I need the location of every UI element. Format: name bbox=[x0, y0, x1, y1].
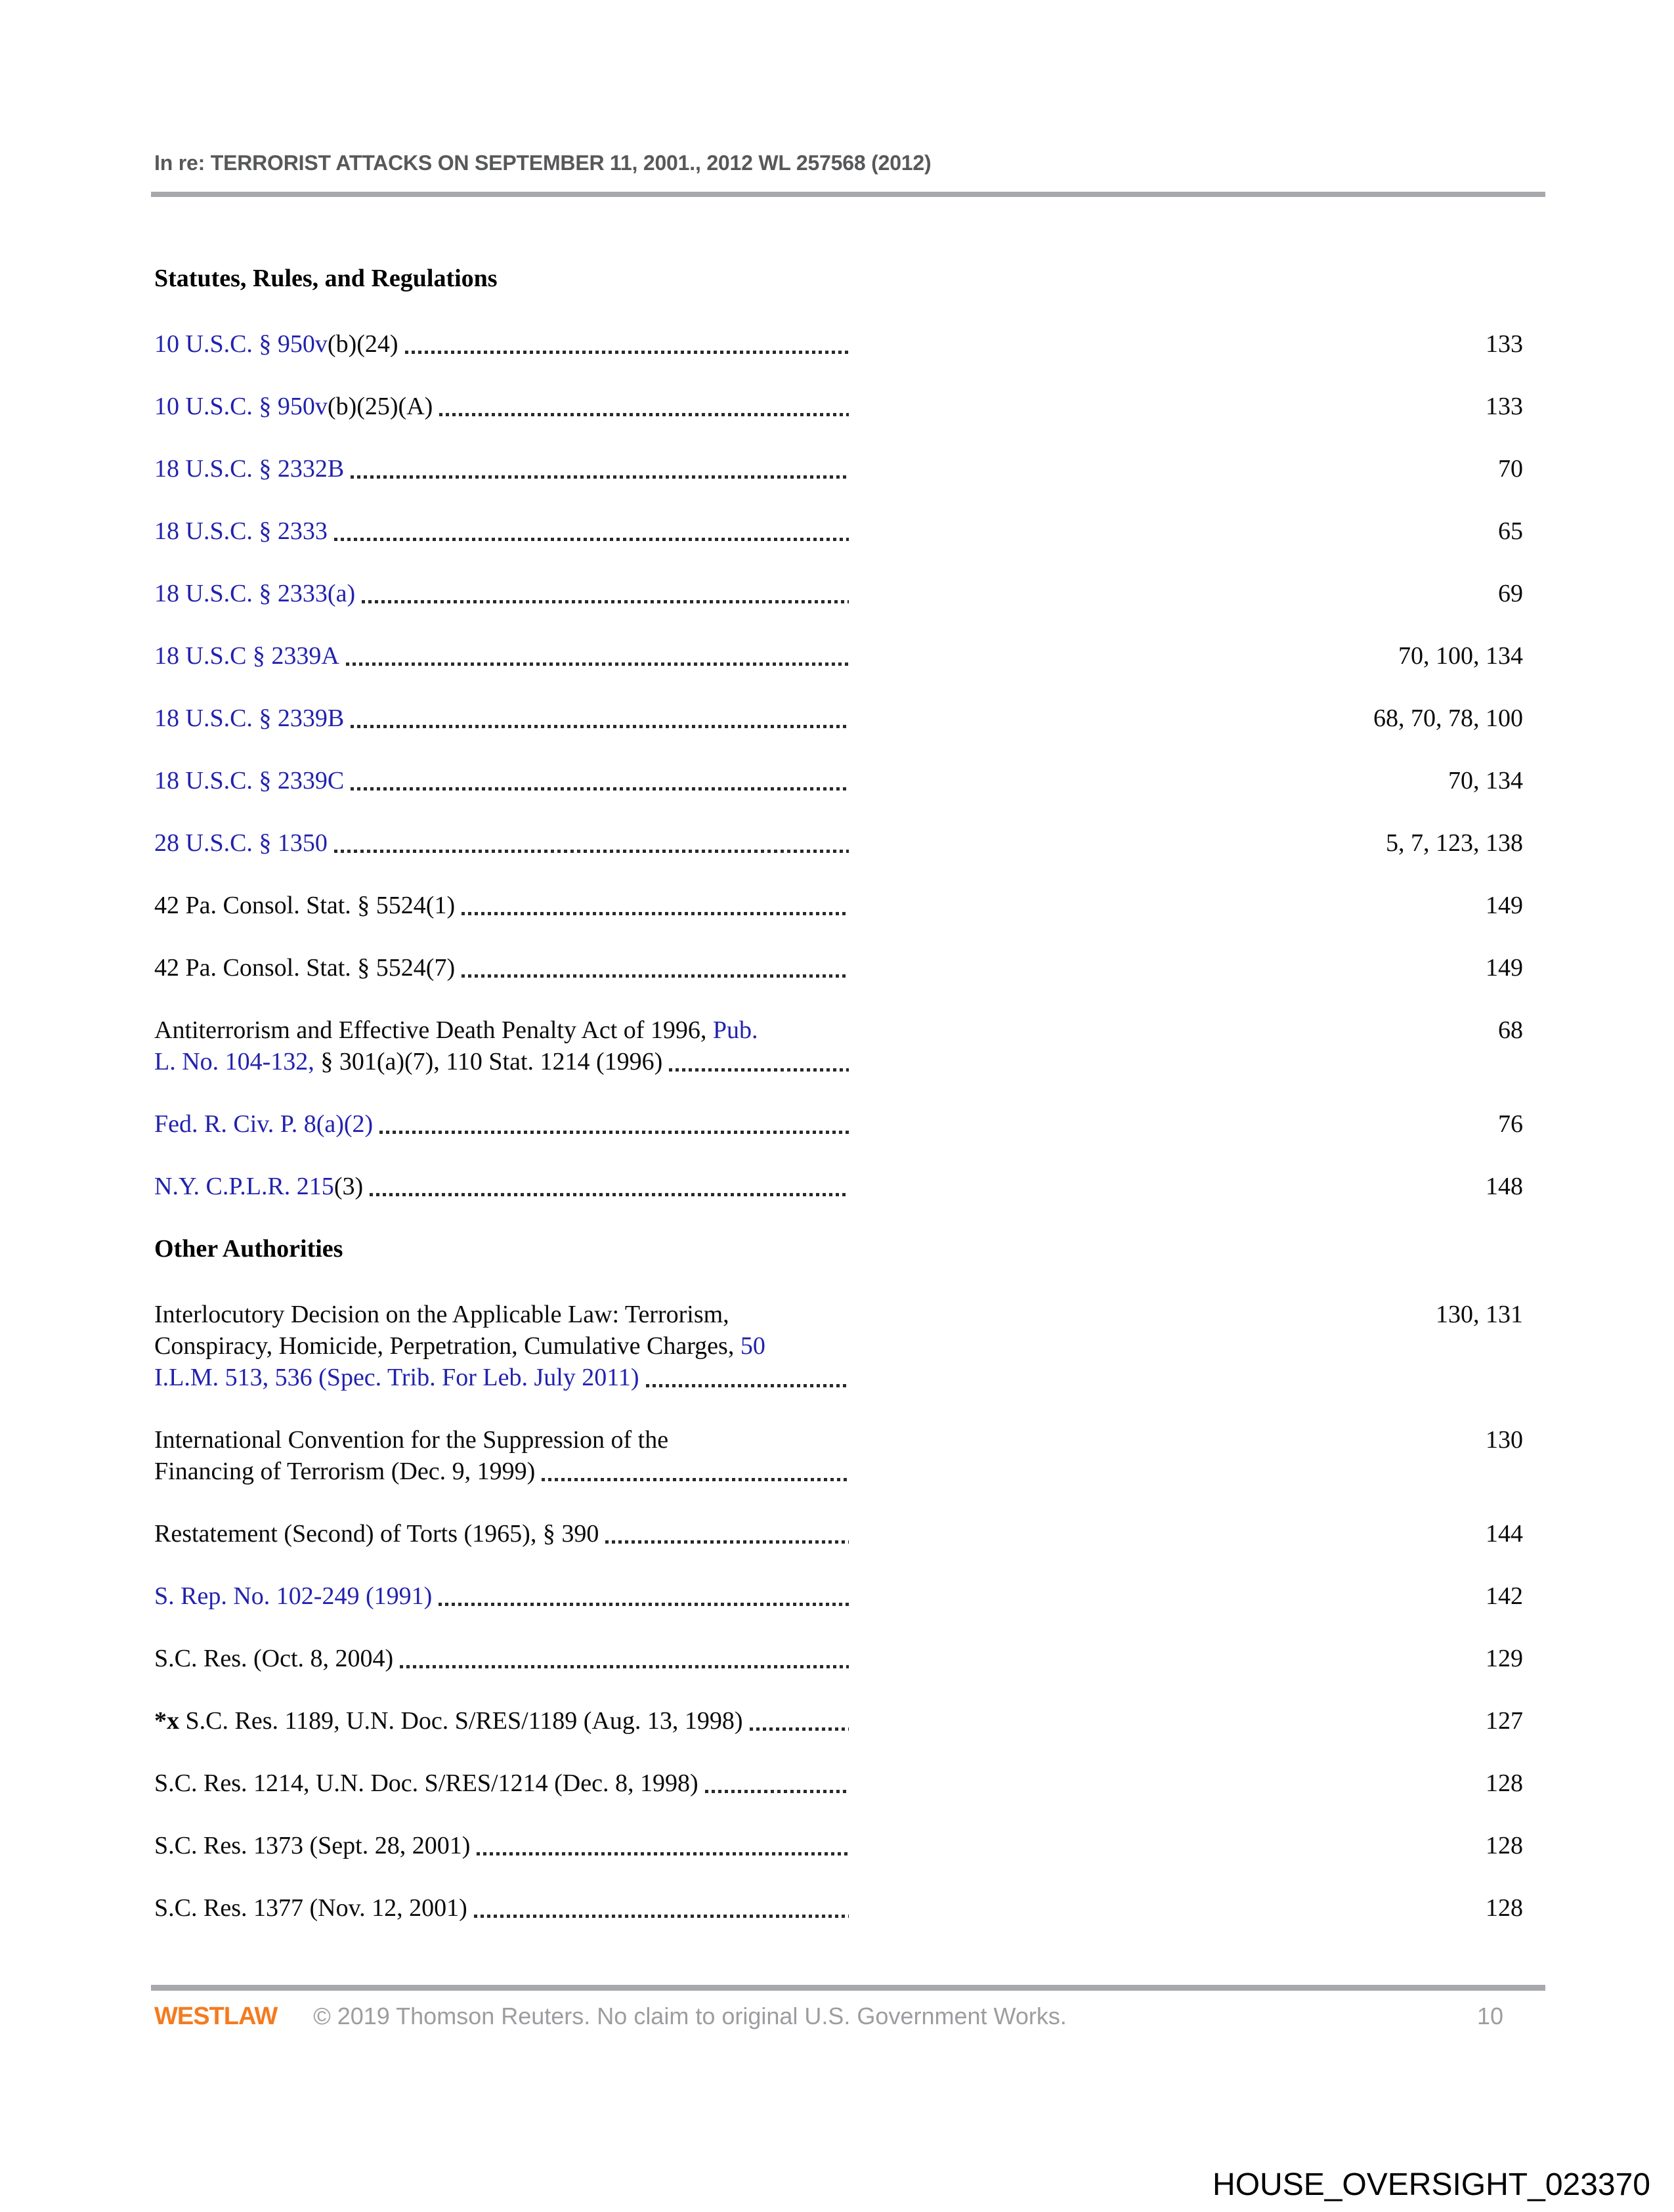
dot-leader bbox=[669, 1068, 849, 1072]
citation-link[interactable]: 18 U.S.C. § 2332B bbox=[154, 455, 345, 483]
toc-entry bbox=[154, 640, 1543, 672]
page-references: 69 bbox=[1498, 580, 1523, 607]
dot-leader bbox=[334, 850, 849, 853]
page-references: 129 bbox=[1486, 1645, 1523, 1672]
entry-line bbox=[154, 1299, 850, 1330]
citation-text: 42 Pa. Consol. Stat. § 5524(7) bbox=[154, 954, 456, 982]
page-references: 70, 134 bbox=[1448, 767, 1523, 794]
dot-leader bbox=[351, 725, 849, 728]
section-heading-other-authorities: Other Authorities bbox=[154, 1235, 343, 1263]
entry-line bbox=[154, 1705, 850, 1737]
entry-line bbox=[154, 1892, 850, 1924]
citation-link[interactable]: 18 U.S.C. § 2339C bbox=[154, 767, 345, 794]
citation-link[interactable]: 18 U.S.C. § 2333 bbox=[154, 517, 328, 545]
entry-line bbox=[154, 703, 850, 734]
westlaw-logo: WESTLAW bbox=[154, 2003, 278, 2030]
page-references: 5, 7, 123, 138 bbox=[1386, 829, 1523, 857]
toc-entry bbox=[154, 1424, 1543, 1487]
toc-entry bbox=[154, 1892, 1543, 1924]
citation-text: Antiterrorism and Effective Death Penalty Act of 1996, bbox=[154, 1016, 713, 1044]
toc-entry bbox=[154, 765, 1543, 796]
toc-entry bbox=[154, 952, 1543, 984]
entry-line bbox=[154, 391, 850, 422]
entry-line bbox=[154, 453, 850, 485]
citation-text: S.C. Res. 1377 (Nov. 12, 2001) bbox=[154, 1894, 467, 1922]
citation-link[interactable]: L. No. 104-132, bbox=[154, 1048, 314, 1075]
entry-line bbox=[154, 1643, 850, 1674]
entry-text bbox=[154, 1643, 850, 1674]
citation-text: Financing of Terrorism (Dec. 9, 1999) bbox=[154, 1458, 536, 1485]
dot-leader bbox=[705, 1790, 849, 1793]
citation-link[interactable]: Fed. R. Civ. P. 8(a)(2) bbox=[154, 1110, 374, 1138]
dot-leader bbox=[351, 475, 849, 479]
entry-text bbox=[154, 1705, 850, 1737]
entry-text bbox=[154, 1580, 850, 1612]
entry-text bbox=[154, 1518, 850, 1550]
toc-entry bbox=[154, 1705, 1543, 1737]
dot-leader bbox=[439, 413, 849, 416]
section-heading-statutes: Statutes, Rules, and Regulations bbox=[154, 265, 498, 292]
bates-stamp: HOUSE_OVERSIGHT_023370 bbox=[1213, 2167, 1650, 2202]
dot-leader bbox=[405, 351, 849, 354]
entry-line bbox=[154, 1580, 850, 1612]
statutes-list bbox=[154, 328, 1543, 1202]
page-references: 144 bbox=[1486, 1520, 1523, 1548]
citation-link[interactable]: 28 U.S.C. § 1350 bbox=[154, 829, 328, 857]
entry-line bbox=[154, 827, 850, 859]
toc-entry bbox=[154, 1518, 1543, 1550]
page-references: 133 bbox=[1486, 393, 1523, 420]
citation-text: *x bbox=[154, 1707, 179, 1735]
citation-text: Restatement (Second) of Torts (1965), § 390 bbox=[154, 1520, 599, 1548]
page-header bbox=[0, 150, 1674, 197]
dot-leader bbox=[439, 1603, 849, 1606]
citation-text: S.C. Res. (Oct. 8, 2004) bbox=[154, 1645, 394, 1672]
entry-line bbox=[154, 1171, 850, 1202]
citation-text: S.C. Res. 1214, U.N. Doc. S/RES/1214 (Dec. 8, 1998) bbox=[154, 1769, 698, 1797]
entry-line bbox=[154, 1456, 850, 1487]
entry-text bbox=[154, 1424, 850, 1487]
dot-leader bbox=[750, 1727, 849, 1731]
toc-entry bbox=[154, 578, 1543, 609]
page-footer bbox=[154, 2003, 1523, 2031]
citation-link[interactable]: 10 U.S.C. § 950v bbox=[154, 330, 328, 358]
entry-line bbox=[154, 952, 850, 984]
page-references: 127 bbox=[1486, 1707, 1523, 1735]
entry-text bbox=[154, 1171, 850, 1202]
case-caption: In re: TERRORIST ATTACKS ON SEPTEMBER 11, 2001., 2012 WL 257568 (2012) bbox=[154, 151, 932, 175]
header-rule bbox=[151, 192, 1545, 197]
page-references: 68 bbox=[1498, 1016, 1523, 1044]
citation-text: Conspiracy, Homicide, Perpetration, Cumulative Charges, bbox=[154, 1332, 740, 1360]
toc-entry bbox=[154, 1108, 1543, 1140]
entry-text bbox=[154, 578, 850, 609]
citation-text: (b)(24) bbox=[327, 330, 398, 358]
dot-leader bbox=[646, 1384, 849, 1387]
toc-entry bbox=[154, 328, 1543, 360]
entry-line bbox=[154, 890, 850, 921]
entry-text bbox=[154, 453, 850, 485]
entry-text bbox=[154, 1830, 850, 1861]
page-references: 149 bbox=[1486, 892, 1523, 919]
citation-link[interactable]: Pub. bbox=[712, 1016, 758, 1044]
entry-line bbox=[154, 640, 850, 672]
dot-leader bbox=[542, 1478, 849, 1481]
toc-entry bbox=[154, 1643, 1543, 1674]
entry-text bbox=[154, 703, 850, 734]
page-references: 128 bbox=[1486, 1769, 1523, 1797]
page-references: 149 bbox=[1486, 954, 1523, 982]
other-authorities-list bbox=[154, 1299, 1543, 1924]
page-references: 76 bbox=[1498, 1110, 1523, 1138]
toc-entry bbox=[154, 1299, 1543, 1393]
page-references: 70, 100, 134 bbox=[1398, 642, 1523, 670]
toc-entry bbox=[154, 890, 1543, 921]
dot-leader bbox=[477, 1852, 849, 1855]
citation-text: § 301(a)(7), 110 Stat. 1214 (1996) bbox=[314, 1048, 663, 1075]
entry-text bbox=[154, 952, 850, 984]
citation-text: S.C. Res. 1373 (Sept. 28, 2001) bbox=[154, 1832, 471, 1859]
entry-text bbox=[154, 640, 850, 672]
dot-leader bbox=[400, 1665, 849, 1668]
toc-entry bbox=[154, 1014, 1543, 1077]
entry-text bbox=[154, 827, 850, 859]
entry-line bbox=[154, 1424, 850, 1456]
citation-text: (3) bbox=[333, 1173, 364, 1200]
citation-link[interactable]: 50 bbox=[740, 1332, 765, 1360]
citation-link[interactable]: 10 U.S.C. § 950v bbox=[154, 393, 328, 420]
entry-text bbox=[154, 1014, 850, 1077]
footer-page-number: 10 bbox=[1476, 2003, 1503, 2029]
citation-link[interactable]: 18 U.S.C. § 2339B bbox=[154, 705, 345, 732]
page-references: 68, 70, 78, 100 bbox=[1373, 705, 1523, 732]
toc-entry bbox=[154, 1171, 1543, 1202]
citation-text: S.C. Res. 1189, U.N. Doc. S/RES/1189 (Aug. 13, 1998) bbox=[179, 1707, 743, 1735]
dot-leader bbox=[461, 912, 849, 915]
table-of-authorities bbox=[154, 263, 1543, 1924]
entry-line bbox=[154, 1330, 850, 1362]
toc-entry bbox=[154, 1767, 1543, 1799]
footer-rule bbox=[151, 1985, 1545, 1991]
dot-leader bbox=[370, 1193, 849, 1196]
citation-text: 42 Pa. Consol. Stat. § 5524(1) bbox=[154, 892, 456, 919]
citation-link[interactable]: I.L.M. 513, 536 (Spec. Trib. For Leb. July 2011) bbox=[154, 1364, 639, 1391]
entry-text bbox=[154, 1767, 850, 1799]
citation-text: (b)(25)(A) bbox=[327, 393, 433, 420]
citation-link[interactable]: N.Y. C.P.L.R. 215 bbox=[154, 1173, 334, 1200]
entry-line bbox=[154, 1518, 850, 1550]
entry-text bbox=[154, 1892, 850, 1924]
dot-leader bbox=[605, 1540, 849, 1544]
page-references: 65 bbox=[1498, 517, 1523, 545]
toc-entry bbox=[154, 515, 1543, 547]
footer-copyright: © 2019 Thomson Reuters. No claim to original U.S. Government Works. bbox=[313, 2003, 1067, 2029]
entry-line bbox=[154, 328, 850, 360]
dot-leader bbox=[351, 787, 849, 791]
entry-line bbox=[154, 1830, 850, 1861]
entry-line bbox=[154, 1014, 850, 1046]
entry-line bbox=[154, 1108, 850, 1140]
toc-entry bbox=[154, 703, 1543, 734]
toc-entry bbox=[154, 391, 1543, 422]
citation-text: International Convention for the Suppression of the bbox=[154, 1426, 669, 1454]
entry-line bbox=[154, 515, 850, 547]
entry-text bbox=[154, 890, 850, 921]
dot-leader bbox=[461, 974, 849, 978]
entry-text bbox=[154, 391, 850, 422]
page-references: 142 bbox=[1486, 1582, 1523, 1610]
entry-line bbox=[154, 765, 850, 796]
page-references: 128 bbox=[1486, 1832, 1523, 1859]
entry-line bbox=[154, 1362, 850, 1393]
citation-text: Interlocutory Decision on the Applicable Law: Terrorism, bbox=[154, 1301, 729, 1328]
dot-leader bbox=[346, 662, 849, 666]
entry-line bbox=[154, 1046, 850, 1077]
page-references: 148 bbox=[1486, 1173, 1523, 1200]
entry-text bbox=[154, 765, 850, 796]
entry-text bbox=[154, 515, 850, 547]
page-references: 70 bbox=[1498, 455, 1523, 483]
dot-leader bbox=[334, 538, 849, 541]
entry-text bbox=[154, 328, 850, 360]
entry-line bbox=[154, 578, 850, 609]
dot-leader bbox=[474, 1915, 849, 1918]
citation-link[interactable]: 18 U.S.C. § 2333(a) bbox=[154, 580, 356, 607]
page-references: 133 bbox=[1486, 330, 1523, 358]
toc-entry bbox=[154, 453, 1543, 485]
entry-text bbox=[154, 1108, 850, 1140]
toc-entry bbox=[154, 827, 1543, 859]
dot-leader bbox=[379, 1131, 849, 1134]
page-references: 130, 131 bbox=[1436, 1301, 1523, 1328]
citation-link[interactable]: 18 U.S.C § 2339A bbox=[154, 642, 339, 670]
toc-entry bbox=[154, 1830, 1543, 1861]
entry-line bbox=[154, 1767, 850, 1799]
dot-leader bbox=[362, 600, 849, 603]
page-references: 130 bbox=[1486, 1426, 1523, 1454]
page-references: 128 bbox=[1486, 1894, 1523, 1922]
entry-text bbox=[154, 1299, 850, 1393]
toc-entry bbox=[154, 1580, 1543, 1612]
citation-link[interactable]: S. Rep. No. 102-249 (1991) bbox=[154, 1582, 433, 1610]
